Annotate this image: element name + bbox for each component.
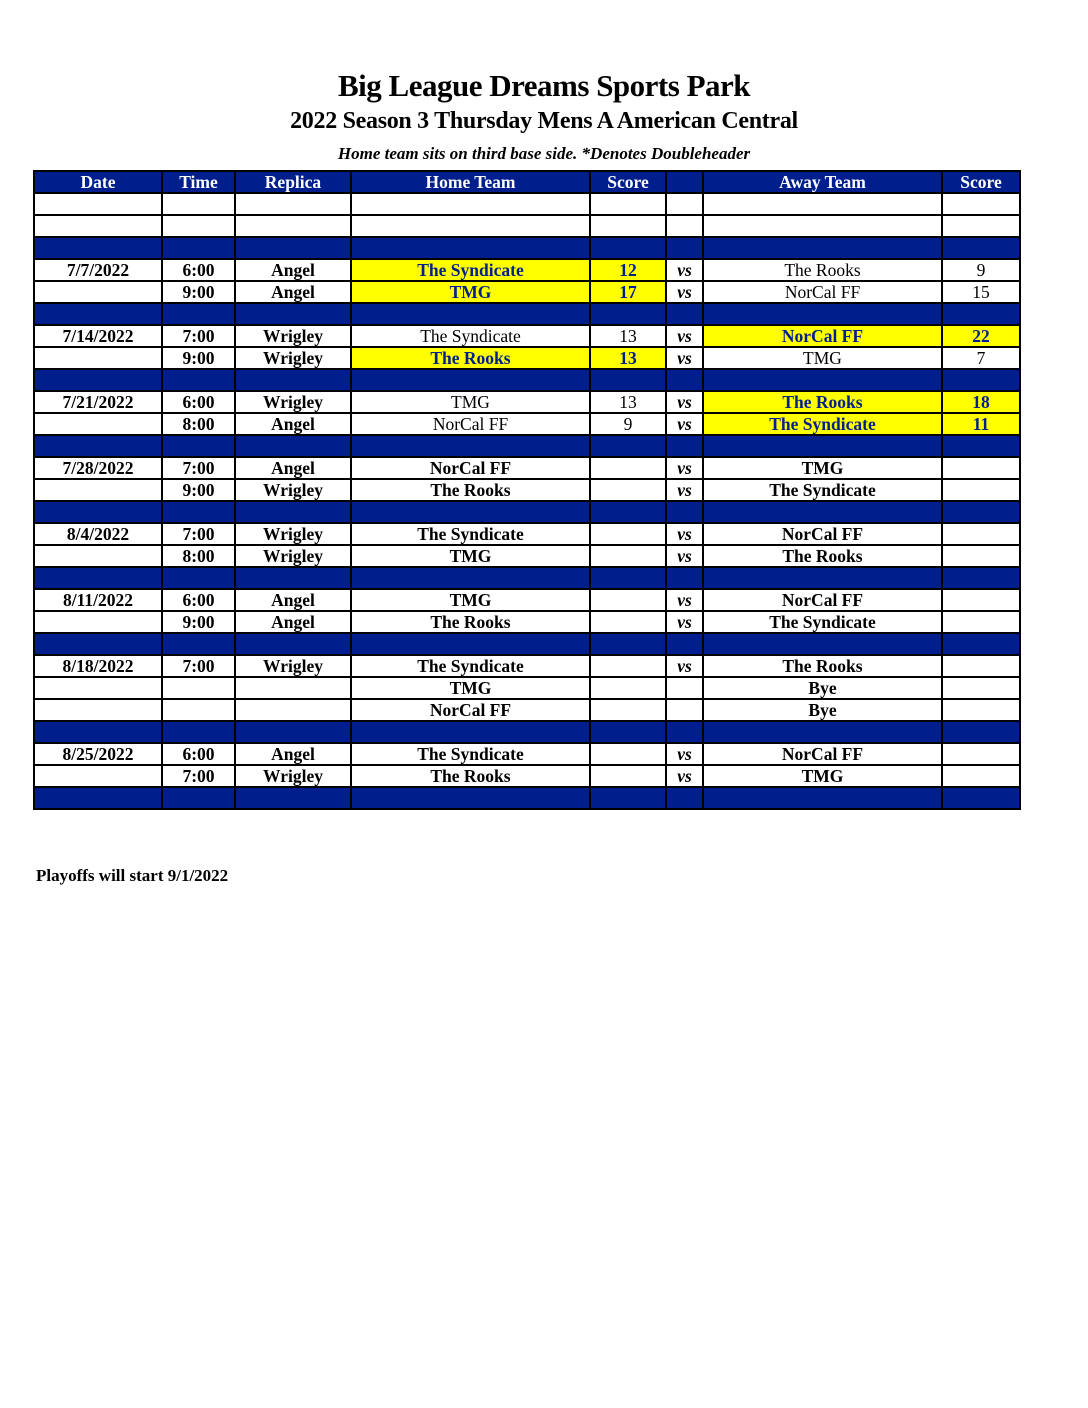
separator-cell (351, 435, 590, 457)
replica-cell: Angel (235, 743, 351, 765)
separator-cell (351, 633, 590, 655)
col-header-date: Date (34, 171, 162, 193)
separator-cell (942, 721, 1020, 743)
vs-cell: vs (666, 457, 703, 479)
home-score-cell (590, 699, 666, 721)
away-team-cell: TMG (703, 347, 942, 369)
home-score-cell: 13 (590, 391, 666, 413)
replica-cell: Angel (235, 589, 351, 611)
table-row (34, 479, 1020, 501)
separator-cell (942, 501, 1020, 523)
away-team-cell: The Syndicate (703, 479, 942, 501)
separator-cell (351, 567, 590, 589)
separator-cell (590, 633, 666, 655)
separator-cell (590, 501, 666, 523)
table-row (34, 611, 1020, 633)
away-score-cell (942, 743, 1020, 765)
separator-cell (162, 721, 235, 743)
table-header-row (34, 171, 1020, 193)
replica-cell: Angel (235, 611, 351, 633)
blank-cell (235, 193, 351, 215)
date-cell (34, 281, 162, 303)
separator-cell (351, 369, 590, 391)
time-cell (162, 677, 235, 699)
vs-cell: vs (666, 655, 703, 677)
away-team-cell: NorCal FF (703, 281, 942, 303)
home-team-cell: TMG (351, 589, 590, 611)
separator-cell (34, 435, 162, 457)
home-team-cell: TMG (351, 391, 590, 413)
blank-cell (666, 193, 703, 215)
separator-cell (162, 501, 235, 523)
vs-cell: vs (666, 479, 703, 501)
away-score-cell (942, 765, 1020, 787)
date-cell: 8/11/2022 (34, 589, 162, 611)
table-row (34, 281, 1020, 303)
away-score-cell: 11 (942, 413, 1020, 435)
table-row (34, 655, 1020, 677)
date-cell: 7/14/2022 (34, 325, 162, 347)
blank-cell (703, 215, 942, 237)
home-team-cell: The Syndicate (351, 523, 590, 545)
time-cell: 7:00 (162, 765, 235, 787)
table-row (34, 523, 1020, 545)
separator-cell (703, 787, 942, 809)
replica-cell: Wrigley (235, 347, 351, 369)
away-team-cell: TMG (703, 457, 942, 479)
week-separator-row (34, 303, 1020, 325)
separator-cell (703, 435, 942, 457)
separator-cell (942, 787, 1020, 809)
table-row (34, 677, 1020, 699)
vs-cell: vs (666, 347, 703, 369)
replica-cell: Angel (235, 281, 351, 303)
separator-cell (703, 501, 942, 523)
blank-row (34, 193, 1020, 215)
away-team-cell: The Rooks (703, 655, 942, 677)
home-team-cell: TMG (351, 545, 590, 567)
date-cell (34, 479, 162, 501)
col-header-home-team: Home Team (351, 171, 590, 193)
separator-cell (942, 633, 1020, 655)
separator-cell (235, 501, 351, 523)
replica-cell: Angel (235, 413, 351, 435)
separator-cell (590, 567, 666, 589)
home-score-cell: 13 (590, 347, 666, 369)
separator-cell (590, 237, 666, 259)
separator-cell (34, 303, 162, 325)
home-score-cell: 13 (590, 325, 666, 347)
separator-cell (942, 303, 1020, 325)
separator-cell (666, 501, 703, 523)
replica-cell: Wrigley (235, 479, 351, 501)
vs-cell: vs (666, 523, 703, 545)
home-team-cell: NorCal FF (351, 413, 590, 435)
away-team-cell: NorCal FF (703, 589, 942, 611)
blank-cell (666, 215, 703, 237)
time-cell: 8:00 (162, 545, 235, 567)
separator-cell (666, 435, 703, 457)
home-score-cell (590, 743, 666, 765)
schedule-body (34, 193, 1020, 809)
separator-cell (162, 567, 235, 589)
separator-cell (162, 633, 235, 655)
replica-cell: Wrigley (235, 765, 351, 787)
separator-cell (590, 721, 666, 743)
separator-cell (351, 303, 590, 325)
separator-cell (235, 303, 351, 325)
separator-cell (666, 787, 703, 809)
separator-cell (942, 567, 1020, 589)
replica-cell (235, 699, 351, 721)
home-team-cell: The Rooks (351, 611, 590, 633)
home-team-cell: The Syndicate (351, 325, 590, 347)
time-cell: 7:00 (162, 655, 235, 677)
blank-cell (351, 215, 590, 237)
vs-cell: vs (666, 391, 703, 413)
separator-cell (235, 633, 351, 655)
separator-cell (590, 303, 666, 325)
time-cell (162, 699, 235, 721)
separator-cell (666, 633, 703, 655)
replica-cell (235, 677, 351, 699)
home-score-cell (590, 457, 666, 479)
time-cell: 6:00 (162, 589, 235, 611)
away-team-cell: The Syndicate (703, 413, 942, 435)
time-cell: 9:00 (162, 479, 235, 501)
away-team-cell: TMG (703, 765, 942, 787)
separator-cell (235, 435, 351, 457)
vs-cell: vs (666, 545, 703, 567)
separator-cell (34, 787, 162, 809)
home-score-cell (590, 523, 666, 545)
col-header-replica: Replica (235, 171, 351, 193)
separator-cell (162, 369, 235, 391)
separator-cell (703, 369, 942, 391)
vs-cell (666, 677, 703, 699)
away-score-cell (942, 677, 1020, 699)
replica-cell: Wrigley (235, 545, 351, 567)
col-header-away-team: Away Team (703, 171, 942, 193)
away-team-cell: The Rooks (703, 391, 942, 413)
home-team-cell: NorCal FF (351, 457, 590, 479)
time-cell: 6:00 (162, 259, 235, 281)
blank-cell (351, 193, 590, 215)
week-separator-row (34, 567, 1020, 589)
page-subtitle: 2022 Season 3 Thursday Mens A American Central (290, 108, 798, 134)
vs-cell: vs (666, 589, 703, 611)
away-score-cell: 15 (942, 281, 1020, 303)
table-row (34, 743, 1020, 765)
away-score-cell: 9 (942, 259, 1020, 281)
away-score-cell (942, 589, 1020, 611)
separator-cell (34, 369, 162, 391)
away-score-cell (942, 457, 1020, 479)
date-cell (34, 677, 162, 699)
separator-cell (34, 567, 162, 589)
home-team-cell: The Rooks (351, 479, 590, 501)
away-score-cell: 7 (942, 347, 1020, 369)
col-header-home-score: Score (590, 171, 666, 193)
week-separator-row (34, 237, 1020, 259)
home-team-cell: The Rooks (351, 765, 590, 787)
week-separator-row (34, 787, 1020, 809)
home-score-cell (590, 479, 666, 501)
away-score-cell: 22 (942, 325, 1020, 347)
home-score-cell (590, 765, 666, 787)
away-team-cell: NorCal FF (703, 325, 942, 347)
week-separator-row (34, 721, 1020, 743)
replica-cell: Wrigley (235, 325, 351, 347)
separator-cell (942, 237, 1020, 259)
time-cell: 6:00 (162, 743, 235, 765)
table-row (34, 699, 1020, 721)
separator-cell (703, 567, 942, 589)
separator-cell (590, 435, 666, 457)
home-score-cell (590, 545, 666, 567)
date-cell: 7/7/2022 (34, 259, 162, 281)
time-cell: 6:00 (162, 391, 235, 413)
date-cell: 7/28/2022 (34, 457, 162, 479)
separator-cell (666, 369, 703, 391)
vs-cell: vs (666, 765, 703, 787)
page-title: Big League Dreams Sports Park (337, 68, 751, 103)
separator-cell (666, 721, 703, 743)
separator-cell (235, 237, 351, 259)
col-header-vs (666, 171, 703, 193)
replica-cell: Angel (235, 457, 351, 479)
separator-cell (942, 369, 1020, 391)
date-cell: 8/25/2022 (34, 743, 162, 765)
away-score-cell (942, 479, 1020, 501)
table-row (34, 413, 1020, 435)
blank-cell (162, 215, 235, 237)
date-cell: 8/4/2022 (34, 523, 162, 545)
away-score-cell (942, 655, 1020, 677)
separator-cell (351, 787, 590, 809)
separator-cell (703, 633, 942, 655)
away-score-cell: 18 (942, 391, 1020, 413)
separator-cell (666, 237, 703, 259)
vs-cell: vs (666, 611, 703, 633)
date-cell: 8/18/2022 (34, 655, 162, 677)
away-team-cell: NorCal FF (703, 743, 942, 765)
time-cell: 7:00 (162, 523, 235, 545)
away-team-cell: Bye (703, 699, 942, 721)
date-cell (34, 699, 162, 721)
away-team-cell: The Rooks (703, 545, 942, 567)
away-team-cell: The Syndicate (703, 611, 942, 633)
away-score-cell (942, 523, 1020, 545)
separator-cell (235, 369, 351, 391)
separator-cell (590, 369, 666, 391)
away-team-cell: The Rooks (703, 259, 942, 281)
time-cell: 8:00 (162, 413, 235, 435)
vs-cell: vs (666, 281, 703, 303)
separator-cell (703, 721, 942, 743)
home-team-cell: The Syndicate (351, 743, 590, 765)
blank-cell (942, 193, 1020, 215)
date-cell (34, 545, 162, 567)
vs-cell: vs (666, 743, 703, 765)
time-cell: 9:00 (162, 347, 235, 369)
table-row (34, 765, 1020, 787)
replica-cell: Wrigley (235, 655, 351, 677)
time-cell: 9:00 (162, 611, 235, 633)
separator-cell (351, 721, 590, 743)
blank-cell (162, 193, 235, 215)
blank-cell (34, 193, 162, 215)
blank-cell (235, 215, 351, 237)
separator-cell (351, 237, 590, 259)
replica-cell: Wrigley (235, 523, 351, 545)
date-cell (34, 413, 162, 435)
separator-cell (235, 567, 351, 589)
time-cell: 7:00 (162, 457, 235, 479)
separator-cell (34, 501, 162, 523)
separator-cell (162, 435, 235, 457)
vs-cell (666, 699, 703, 721)
away-score-cell (942, 611, 1020, 633)
week-separator-row (34, 435, 1020, 457)
table-row (34, 545, 1020, 567)
away-team-cell: NorCal FF (703, 523, 942, 545)
date-cell (34, 347, 162, 369)
away-team-cell: Bye (703, 677, 942, 699)
separator-cell (590, 787, 666, 809)
home-team-cell: TMG (351, 677, 590, 699)
blank-row (34, 215, 1020, 237)
home-team-cell: NorCal FF (351, 699, 590, 721)
separator-cell (34, 633, 162, 655)
table-row (34, 589, 1020, 611)
week-separator-row (34, 501, 1020, 523)
date-cell (34, 611, 162, 633)
table-row (34, 325, 1020, 347)
schedule-note: Home team sits on third base side. *Denotes Doubleheader (337, 144, 751, 163)
separator-cell (162, 237, 235, 259)
home-score-cell: 12 (590, 259, 666, 281)
week-separator-row (34, 369, 1020, 391)
home-score-cell (590, 655, 666, 677)
time-cell: 7:00 (162, 325, 235, 347)
separator-cell (235, 787, 351, 809)
separator-cell (666, 567, 703, 589)
col-header-time: Time (162, 171, 235, 193)
separator-cell (703, 303, 942, 325)
separator-cell (942, 435, 1020, 457)
home-score-cell (590, 611, 666, 633)
date-cell (34, 765, 162, 787)
col-header-away-score: Score (942, 171, 1020, 193)
separator-cell (34, 721, 162, 743)
date-cell: 7/21/2022 (34, 391, 162, 413)
separator-cell (235, 721, 351, 743)
blank-cell (942, 215, 1020, 237)
time-cell: 9:00 (162, 281, 235, 303)
home-team-cell: The Syndicate (351, 259, 590, 281)
vs-cell: vs (666, 413, 703, 435)
blank-cell (34, 215, 162, 237)
home-score-cell: 9 (590, 413, 666, 435)
table-row (34, 347, 1020, 369)
separator-cell (351, 501, 590, 523)
home-team-cell: TMG (351, 281, 590, 303)
home-score-cell: 17 (590, 281, 666, 303)
home-score-cell (590, 589, 666, 611)
replica-cell: Wrigley (235, 391, 351, 413)
vs-cell: vs (666, 259, 703, 281)
blank-cell (590, 193, 666, 215)
week-separator-row (34, 633, 1020, 655)
table-row (34, 391, 1020, 413)
home-team-cell: The Syndicate (351, 655, 590, 677)
home-score-cell (590, 677, 666, 699)
vs-cell: vs (666, 325, 703, 347)
away-score-cell (942, 545, 1020, 567)
table-row (34, 259, 1020, 281)
away-score-cell (942, 699, 1020, 721)
home-team-cell: The Rooks (351, 347, 590, 369)
separator-cell (666, 303, 703, 325)
playoffs-note: Playoffs will start 9/1/2022 (36, 866, 229, 885)
separator-cell (703, 237, 942, 259)
separator-cell (34, 237, 162, 259)
separator-cell (162, 303, 235, 325)
blank-cell (590, 215, 666, 237)
table-row (34, 457, 1020, 479)
replica-cell: Angel (235, 259, 351, 281)
blank-cell (703, 193, 942, 215)
separator-cell (162, 787, 235, 809)
schedule-table (33, 170, 1021, 810)
